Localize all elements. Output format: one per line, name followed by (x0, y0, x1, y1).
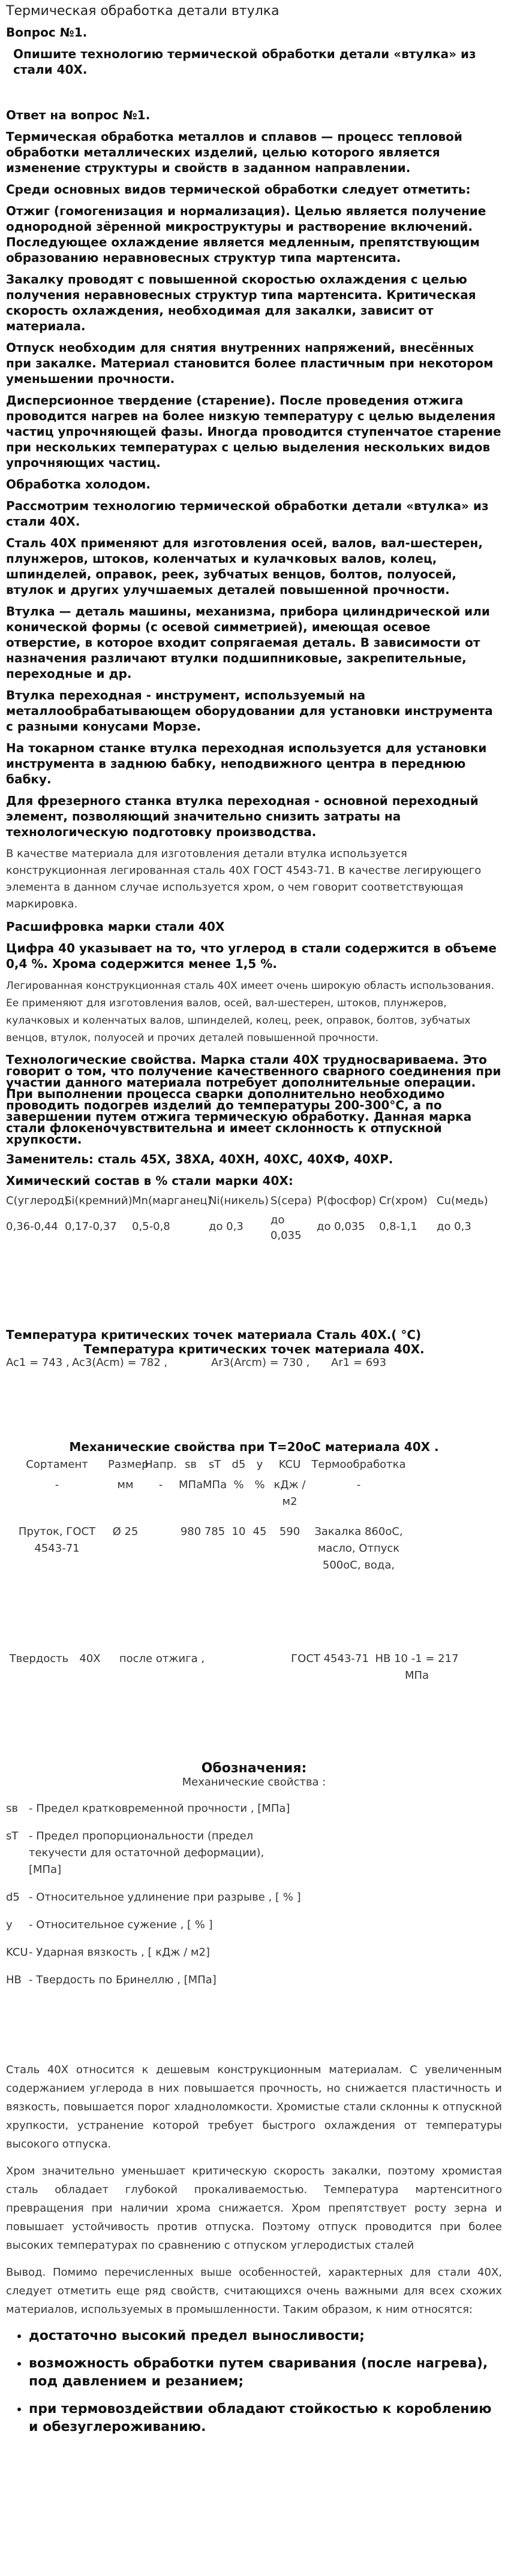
chem-header-cell: Ni(никель) (209, 1195, 269, 1207)
legend-symbol: sT (6, 1830, 19, 1842)
answer-paragraph: На токарном станке втулка переходная используется для установки инструмента в заднюю бабку, неподвижного центра в переднюю бабку. (6, 741, 487, 786)
chem-header-cell: Cu(медь) (437, 1195, 488, 1207)
mech-data-cell: 785 (204, 1525, 226, 1538)
mech-data-cell: 590 (279, 1525, 300, 1538)
legend-description: - Твердость по Бринеллю , [МПа] (29, 1974, 217, 1986)
properties-list-item: • достаточно высокий предел выносливости; (29, 2327, 502, 2345)
critical-point-value: Ac3(Acm) = 782 , (72, 1356, 168, 1369)
mechanical-header-row (6, 1456, 502, 1473)
critical-point-value: Ar1 = 693 (331, 1356, 387, 1369)
mech-header-cell: Сортамент (26, 1458, 88, 1471)
critical-points-subtitle: Температура критических точек материала 40Х. (83, 1342, 425, 1356)
legend-description: - Относительное сужение , [ % ] (29, 1919, 213, 1931)
mech-header-cell: Термообработка (311, 1458, 406, 1471)
chem-header-cell: Mn(марганец) (132, 1195, 212, 1207)
mech-unit-cell: - (356, 1479, 361, 1491)
chemical-title: Химический состав в % стали марки 40Х: (6, 1174, 293, 1188)
tech-properties: Технологические свойства. Марка стали 40Х трудносвариваема. Это говорит о том, что получение качественного сварного соединения при участии данного материала потребует дополнительные операции. При выполнении процесса сварки дополнительно необходимо проводить подогрев изделий до температуры 200-300°С, а по завершении путем отжига термическую обработку. Данная марка стали флокеночувствительна и имеет склонность к отпускной хрупкости. (6, 1052, 501, 1147)
legend-item (6, 1889, 502, 1906)
legend-item (6, 1917, 502, 1933)
mech-header-cell: KCU (278, 1458, 301, 1471)
mech-data-cell: 45 (253, 1525, 267, 1538)
chem-value-cell: 0,5-0,8 (132, 1220, 170, 1233)
mech-data-cell (143, 1524, 179, 1574)
chem-value-cell: до 0,3 (437, 1220, 471, 1233)
chem-header-cell: Si(кремний) (65, 1195, 133, 1207)
legend-description: - Ударная вязкость , [ кДж / м2] (29, 1946, 210, 1959)
mech-unit-cell: МПа (203, 1479, 227, 1491)
hardness-row (6, 1651, 502, 1684)
answer-paragraph: Отжиг (гомогенизация и нормализация). Целью является получение однородной зёренной микроструктуры и растворение включений. Последующее охлаждение является медленным, препятствующим образованию неравновесных структур типа мартенсита. (6, 204, 486, 265)
legend-item (6, 1972, 502, 1989)
answer-label: Ответ на вопрос №1. (6, 108, 151, 122)
properties-list-item: • при термовоздействии обладают стойкостью к короблению и обезуглероживанию. (29, 2400, 502, 2436)
answer-paragraph: Отпуск необходим для снятия внутренних напряжений, внесённых при закалке. Материал становится более пластичным при некотором уменьшении прочности. (6, 340, 494, 386)
critical-point-value: Ar3(Arcm) = 730 , (211, 1356, 310, 1369)
chemical-header-row (6, 1195, 502, 1207)
mech-header-cell: Напр. (145, 1458, 177, 1471)
answer-paragraph: Втулка переходная - инструмент, используемый на металлообрабатывающем оборудовании для установки инструмента с разными конусами Морзе. (6, 688, 493, 734)
mech-unit-cell: МПа (179, 1479, 203, 1491)
mech-unit-cell: - (158, 1479, 163, 1491)
mech-header-cell: sT (208, 1458, 221, 1471)
hardness-gost: ГОСТ 4543-71 (291, 1652, 369, 1665)
critical-point-value: Ac1 = 743 , (6, 1356, 70, 1369)
critical-points-values (6, 1356, 502, 1369)
legend-symbol: y (6, 1919, 13, 1931)
closing-paragraph: Сталь 40Х относится к дешевым конструкционным материалам. С увеличенным содержанием углерода в них повышается прочность, но снижается пластичность и вязкость, повышается порог хладноломкости. Хромистые стали склонны к отпускной хрупкости, устранение которой требует быстрого охлаждения от температуры высокого отпуска. (6, 2064, 502, 2150)
marking-text: Цифра 40 указывает на то, что углерод в стали содержится в объеме 0,4 %. Хрома содержится менее 1,5 %. (6, 941, 497, 971)
steel-intro: В качестве материала для изготовления детали втулка используется конструкционная легированная сталь 40Х ГОСТ 4543-71. В качестве легирующего элемента в данном случае используется хром, о чем говорит соответствующая маркировка. (6, 847, 482, 910)
hardness-state: после отжига , (119, 1652, 205, 1665)
hardness-material: 40Х (79, 1652, 101, 1665)
legend-symbol: HB (6, 1974, 22, 1986)
chemical-values-row (6, 1214, 502, 1244)
chem-value-cell: 0,17-0,37 (65, 1220, 117, 1233)
critical-points-title: Температура критических точек материала Сталь 40Х.( °С) (6, 1328, 422, 1342)
legend-symbol: KCU (6, 1946, 28, 1959)
hardness-label: Твердость (9, 1652, 69, 1665)
answer-paragraph: Среди основных видов термической обработки следует отметить: (6, 182, 471, 197)
legend-symbol: sв (6, 1802, 18, 1815)
mech-data-cell: 10 (232, 1525, 246, 1538)
mech-data-cell: Пруток, ГОСТ 4543-71 (18, 1525, 96, 1555)
chem-value-cell: до 0,035 (270, 1214, 302, 1242)
mechanical-units-row (6, 1477, 502, 1510)
mech-unit-cell: - (55, 1479, 59, 1491)
chem-header-cell: Cr(хром) (379, 1195, 428, 1207)
question-text: Опишите технологию термической обработки детали «втулка» из стали 40Х. (13, 47, 476, 77)
answer-paragraph: Для фрезерного станка втулка переходная - основной переходный элемент, позволяющий значительно снизить затраты на технологическую подготовку производства. (6, 794, 479, 839)
chem-header-cell: С(углерод) (6, 1195, 69, 1207)
answer-paragraph: Втулка — деталь машины, механизма, прибора цилиндрической или конической формы (с осевой симметрией), имеющая осевое отверстие, в которое входит сопрягаемая деталь. В зависимости от назначения различают втулки подшипниковые, закрепительные, переходные и др. (6, 604, 490, 681)
page-title: Термическая обработка детали втулка (6, 4, 279, 19)
mech-header-cell: d5 (232, 1458, 246, 1471)
chem-header-cell: P(фосфор) (317, 1195, 377, 1207)
legend-symbol: d5 (6, 1891, 20, 1904)
mech-header-cell: sв (185, 1458, 197, 1471)
mech-unit-cell: мм (117, 1479, 134, 1491)
chem-value-cell: 0,36-0,44 (6, 1220, 58, 1233)
chem-value-cell: до 0,035 (317, 1220, 365, 1233)
answer-paragraph: Закалку проводят с повышенной скоростью охлаждения с целью получения неравновесных структур типа мартенсита. Критическая скорость охлаждения, необходимая для закалки, зависит от материала. (6, 272, 476, 333)
mech-data-cell: Ø 25 (112, 1525, 139, 1538)
answer-paragraph: Рассмотрим технологию термической обработки детали «втулка» из стали 40Х. (6, 499, 489, 529)
mech-data-cell: Закалка 860оС, масло, Отпуск 500оС, вода, (314, 1525, 403, 1571)
application-text: Легированная конструкционная сталь 40Х имеет очень широкую область использования. Ее применяют для изготовления валов, осей, вал-шестерен, штоков, плунжеров, кулачковых и коленчатых валов, шпинделей, колец, реек, оправок, болтов, зубчатых венцов, втулок, полуосей и прочих деталей повышенной прочности. (6, 980, 494, 1044)
chem-value-cell: до 0,3 (209, 1220, 244, 1233)
closing-paragraph: Хром значительно уменьшает критическую скорость закалки, поэтому хромистая сталь обладает глубокой прокаливаемостью. Температура мартенситного превращения при наличии хрома снижается. Хром препятствует росту зерна и повышает устойчивость против отпуска. Поэтому отпуск проводится при более высоких температурах по сравнению с отпуском углеродистых сталей (6, 2165, 502, 2252)
mech-data-cell: 980 (180, 1525, 202, 1538)
answer-paragraph: Обработка холодом. (6, 477, 151, 491)
question-label: Вопрос №1. (6, 25, 88, 40)
mechanical-title: Механические свойства при Т=20оС материала 40Х . (69, 1440, 439, 1454)
mech-unit-cell: % (254, 1479, 265, 1491)
mechanical-data-row (6, 1524, 502, 1574)
legend-description: - Предел кратковременной прочности , [МПа] (29, 1802, 290, 1815)
chem-header-cell: S(сера) (270, 1195, 312, 1207)
properties-list-item: • возможность обработки путем сваривания (после нагрева), под давлением и резанием; (29, 2355, 502, 2391)
legend-description: - Относительное удлинение при разрыве , [ % ] (29, 1891, 301, 1904)
legend-subtitle: Механические свойства : (182, 1776, 326, 1788)
closing-paragraph: Вывод. Помимо перечисленных выше особенностей, характерных для стали 40Х, следует отметить еще ряд свойств, считающихся очень важными для всех схожих материалов, используемых в промышленности. Таким образом, к ним относятся: (6, 2266, 502, 2316)
mech-header-cell: Размер (108, 1458, 149, 1471)
answer-paragraph: Дисперсионное твердение (старение). После проведения отжига проводится нагрев на более низкую температуру с целью выделения частиц упрочняющей фазы. Иногда проводится ступенчатое старение при нескольких температурах с целью выделения нескольких видов упрочняющих частиц. (6, 393, 501, 470)
mech-unit-cell: % (233, 1479, 244, 1491)
substitutes: Заменитель: сталь 45Х, 38ХА, 40ХН, 40ХС, 40ХФ, 40ХР. (6, 1152, 393, 1166)
properties-list (6, 2327, 502, 2436)
marking-title: Расшифровка марки стали 40Х (6, 919, 225, 934)
legend-title: Обозначения: (201, 1761, 307, 1776)
mech-header-cell: y (256, 1458, 263, 1471)
answer-paragraph: Сталь 40Х применяют для изготовления осей, валов, вал-шестерен, плунжеров, штоков, коленчатых и кулачковых валов, колец, шпинделей, оправок, реек, зубчатых венцов, болтов, полуосей, втулок и других улучшаемых деталей повышенной прочности. (6, 536, 483, 597)
legend-item (6, 1828, 502, 1878)
chem-value-cell: 0,8-1,1 (379, 1220, 417, 1233)
legend-item (6, 1800, 502, 1817)
answer-paragraph: Термическая обработка металлов и сплавов — процесс тепловой обработки металлических изделий, целью которого является изменение структуры и свойств в заданном направлении. (6, 129, 462, 175)
legend-item (6, 1944, 502, 1961)
legend-description: - Предел пропорциональности (предел текучести для остаточной деформации), [МПа] (29, 1830, 264, 1876)
hardness-value: HB 10 -1 = 217 МПа (375, 1652, 459, 1682)
mech-unit-cell: кДж / м2 (273, 1479, 306, 1508)
document-page (0, 4, 508, 2470)
